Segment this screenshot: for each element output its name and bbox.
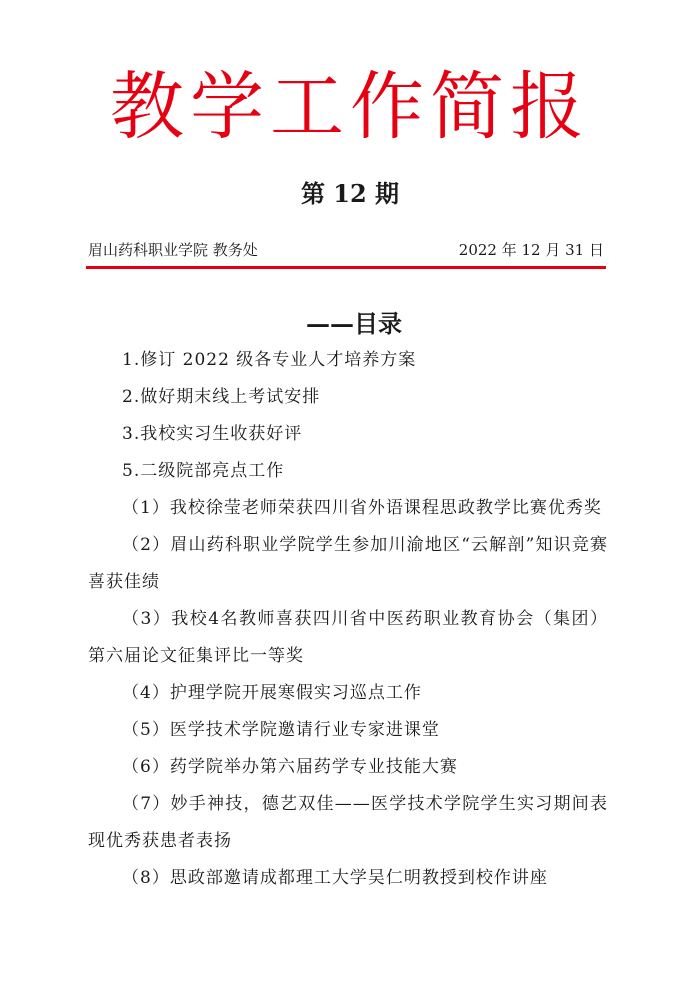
toc-subitem-4: （4）护理学院开展寒假实习巡点工作 (122, 683, 422, 703)
toc-subitem-1: （1）我校徐莹老师荣获四川省外语课程思政教学比赛优秀奖 (122, 498, 602, 518)
toc-item-2: 2.做好期末线上考试安排 (122, 387, 321, 407)
toc-subitem-3: （3）我校4名教师喜获四川省中医药职业教育协会（集团）第六届论文征集评比一等奖 (88, 609, 608, 666)
toc-subitem-2: （2）眉山药科职业学院学生参加川渝地区“云解剖”知识竞赛喜获佳绩 (88, 535, 608, 592)
publisher-label: 眉山药科职业学院 教务处 (88, 241, 258, 259)
header-divider (86, 266, 606, 269)
toc-item-1: 1.修订 2022 级各专业人才培养方案 (122, 350, 417, 370)
toc-subitem-7: （7）妙手神技，德艺双佳——医学技术学院学生实习期间表现优秀获患者表扬 (88, 794, 608, 851)
toc-subitem-6: （6）药学院举办第六届药学专业技能大赛 (122, 757, 458, 777)
masthead-meta-row (88, 238, 604, 262)
table-of-contents (88, 342, 608, 897)
toc-subitem-5: （5）医学技术学院邀请行业专家进课堂 (122, 720, 440, 740)
issue-number: 第 12 期 (300, 179, 400, 208)
toc-item-5: 5.二级院部亮点工作 (122, 461, 285, 481)
newsletter-title: 教学工作简报 (110, 64, 590, 150)
publish-date: 2022 年 12 月 31 日 (458, 241, 604, 259)
toc-item-3: 3.我校实习生收获好评 (122, 424, 303, 444)
toc-heading: ——目录 (306, 309, 402, 338)
toc-subitem-8: （8）思政部邀请成都理工大学吴仁明教授到校作讲座 (122, 868, 548, 888)
